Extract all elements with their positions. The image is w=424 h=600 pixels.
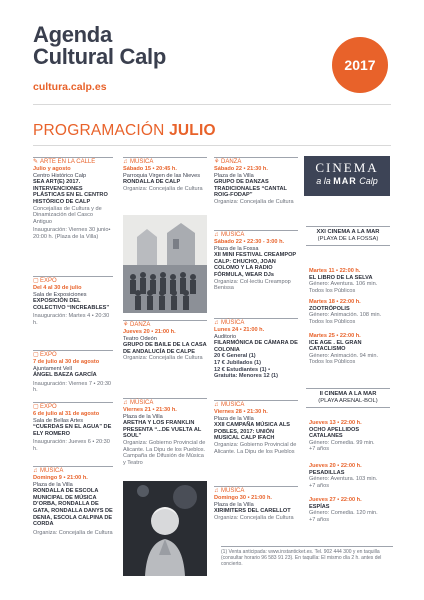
event-organizer: Organiza: Concejalía de Cultura (123, 355, 203, 362)
film-title: OCHO APELLIDOS CATALANES (309, 426, 360, 440)
music-icon: ♫ (214, 488, 219, 494)
event-title: “CUERDAS EN EL AGUA” DE ELY ROMERO (33, 424, 112, 437)
event-category: ▢EXPO (33, 276, 113, 285)
programacion-heading (33, 122, 216, 140)
event-extra: Inauguración: Viernes 7 • 20:30 h. (33, 380, 112, 394)
event-title: EXPOSICIÓN DEL COLECTIVO “INCREABLES” (33, 298, 110, 311)
cinema-logo-subtitle: a la MAR Calp (316, 176, 378, 186)
event-organizer: Organiza: Col·lectiu Creampop Benissa (214, 278, 291, 292)
event-category: ▢EXPO (33, 402, 113, 411)
website-link[interactable]: cultura.calp.es (33, 81, 107, 93)
cinema-logo (304, 156, 390, 196)
event-title: RONDALLA DE CALP (123, 179, 181, 186)
programacion-divider (33, 145, 391, 146)
event-category: ♫ MÚSICA (123, 157, 207, 166)
event-organizer: Organiza: Gobierno Provincial de Alicante. La Dipu de los Pueblos. Campaña de Difusión de Música y Teatro (123, 439, 206, 466)
film-genre: Género: Aventura. 103 min. (309, 476, 378, 483)
film-title: ESPÍAS (309, 503, 330, 510)
event-date: 6 de julio al 31 de agosto (33, 411, 100, 417)
event-place: Ajuntament Vell (33, 365, 72, 372)
event-category: ♫ MÚSICA (214, 486, 298, 495)
film-item (309, 420, 393, 453)
agenda-title (33, 24, 166, 68)
film-date: Martes 11 • 22:00 h. (309, 268, 361, 274)
event-title: ÁNGEL BAEZA GARCÍA (33, 372, 97, 379)
cinema-logo-title: CINEMA (315, 160, 379, 175)
section-subtitle: (PLAYA ARENAL-BOL) (306, 398, 390, 408)
event-creampop (214, 230, 298, 292)
film-item (309, 463, 393, 489)
event-category: ♫ MÚSICA (33, 466, 113, 475)
event-title: RONDALLA DE ESCOLA MUNICIPAL DE MÚSICA D’ORBA, RONDALLA DE GATA, RONDALLA DANYS DE DENIA, ESCOLA CALPINA DE CORDA (33, 488, 113, 528)
month-label: JULIO (169, 122, 216, 139)
event-category: ▢EXPO (33, 350, 113, 359)
event-title: SEA ART(E) 2017. INTERVENCIONES PLÁSTICAS EN EL CENTRO HISTÓRICO DE CALP (33, 179, 108, 205)
dance-icon: ⚘ (123, 322, 129, 328)
event-date: Julio y agosto (33, 166, 71, 172)
event-expo-romero (33, 402, 113, 453)
event-date: Sábado 22 • 22:30 - 3:00 h. (214, 239, 285, 245)
event-date: Domingo 9 • 21:00 h. (33, 475, 88, 481)
event-organizer: Organiza: Concejalía de Cultura (214, 514, 294, 521)
film-date: Jueves 20 • 22:00 h. (309, 463, 362, 469)
ticket-prices: 20 € General (1) 17 € Jubilados (1) 12 € Estudiantes (1) • Gratuita: Menores 12 (1) (214, 353, 279, 380)
ticket-footnote: (1) Venta anticipada: www.instanticket.es. Tel. 902 444 300 y en taquilla (consultar horario 96 583 91 23). En taquilla: El mismo día 2 h. antes del concierto. (221, 546, 393, 567)
music-icon: ♫ (214, 232, 219, 238)
event-date: Lunes 24 • 21:00 h. (214, 327, 265, 333)
event-organizer: Concejalías de Cultura y de Dinamización del Casco Antiguo (33, 205, 102, 225)
event-filarmonica (214, 318, 298, 380)
film-date: Martes 25 • 22:00 h. (309, 333, 361, 339)
event-danza-andalucia (123, 320, 207, 362)
event-date: Viernes 21 • 21:30 h. (123, 407, 177, 413)
event-extra: Inauguración: Viernes 30 junio• 20:00 h. (Plaza de la Villa) (33, 227, 111, 240)
event-category: ♫ MÚSICA (214, 230, 298, 239)
event-organizer: Organiza: Gobierno Provincial de Alicante. La Dipu de los Pueblos (214, 441, 297, 455)
film-audience: +7 años (309, 482, 330, 489)
film-item (309, 268, 393, 294)
event-place: Auditorio (214, 333, 237, 340)
event-place: Plaza de la Villa (33, 481, 73, 488)
event-category: ✎ ARTE EN LA CALLE (33, 157, 113, 166)
event-extra: Inauguración: Martes 4 • 20:30 h. (33, 313, 110, 326)
year-badge: 2017 (332, 37, 388, 93)
film-item (309, 333, 393, 366)
section-title: XXI CINEMA A LA MAR (306, 226, 390, 236)
rondalla-photo (123, 215, 207, 313)
event-rondalla-calp (123, 157, 207, 192)
event-place: Plaza de la Villa (123, 413, 163, 420)
event-date: Del 4 al 30 de julio (33, 285, 82, 291)
event-date: Sábado 15 • 20:45 h. (123, 166, 177, 172)
film-title: PESADILLAS (309, 469, 345, 476)
title-line-1: Agenda (33, 22, 112, 47)
film-audience: Todos los Públicos (309, 287, 356, 294)
event-expo-baeza (33, 350, 113, 394)
event-aretha (123, 398, 207, 466)
event-title: XIRIMITERS DEL CARELLOT (214, 508, 291, 515)
event-category: ♫ MÚSICA (214, 318, 298, 327)
event-place: Centro Histórico Calp (33, 172, 87, 179)
music-icon: ♫ (214, 402, 219, 408)
event-category: ⚘ DANZA (123, 320, 207, 329)
header-divider (33, 104, 391, 105)
event-organizer: Organiza: Concejalía de Cultura (214, 198, 294, 205)
event-category: ♫ MÚSICA (214, 400, 298, 409)
event-cantal-roig (214, 157, 298, 206)
event-title: GRUPO DE DANZAS TRADICIONALES “CANTAL ROIG-FODAP” (214, 179, 287, 199)
event-date: 7 de julio al 30 de agosto (33, 359, 100, 365)
event-title: FILARMÓNICA DE CÁMARA DE COLONIA (214, 340, 298, 353)
event-place: Plaza de la Villa (214, 501, 254, 508)
event-place: Teatro Odeón (123, 335, 157, 342)
event-date: Jueves 20 • 21:00 h. (123, 329, 176, 335)
film-item (309, 497, 393, 523)
event-title: XII MINI FESTIVAL CREAMPOP CALP: CHUCHO, JOAN COLOMO Y LA RADIO FÓRMULA, WEAR DJs (214, 252, 297, 278)
event-extra: Inauguración: Jueves 6 • 20:30 h. (33, 439, 110, 452)
film-date: Martes 18 • 22:00 h. (309, 299, 361, 305)
event-place: Plaza de la Fossa (214, 245, 259, 252)
event-union-musical (214, 400, 298, 455)
event-rondallas (33, 466, 113, 536)
film-audience: +7 años (309, 516, 330, 523)
frame-icon: ▢ (33, 404, 39, 410)
frame-icon: ▢ (33, 352, 39, 358)
section-title: II CINEMA A LA MAR (306, 388, 390, 398)
event-organizer: Organiza: Concejalía de Cultura (123, 185, 203, 192)
film-genre: Género: Animación. 108 min. (309, 312, 382, 319)
music-icon: ♫ (33, 468, 38, 474)
event-title: GRUPO DE BAILE DE LA CASA DE ANDALUCÍA DE CALPE (123, 342, 207, 355)
film-audience: Todos los Públicos (309, 359, 356, 366)
event-arte-calle (33, 157, 113, 241)
event-category: ♫ MÚSICA (123, 398, 207, 407)
event-title: XXII CAMPAÑA MÚSICA ALS POBLES, 2017: UNIÓN MUSICAL CALP IFACH (214, 422, 291, 442)
frame-icon: ▢ (33, 278, 39, 284)
title-line-2: Cultural Calp (33, 44, 166, 69)
film-item (309, 299, 393, 325)
event-title: ARETHA Y LOS FRANKLIN PRESENTA “...DE VUELTA AL SOUL” (123, 420, 202, 440)
film-title: ICE AGE . EL GRAN CATACLISMO (309, 339, 362, 353)
event-category: ⚘ DANZA (214, 157, 298, 166)
film-audience: Todos los Públicos (309, 318, 356, 325)
programacion-label: PROGRAMACIÓN (33, 122, 165, 139)
section-subtitle: (PLAYA DE LA FOSSA) (306, 236, 390, 246)
event-date: Sábado 22 • 21:30 h. (214, 166, 268, 172)
event-place: Plaza de la Villa (214, 172, 254, 179)
event-place: Sala de Bellas Artes (33, 417, 84, 424)
event-place: Parroquia Virgen de las Nieves (123, 172, 201, 179)
film-title: EL LIBRO DE LA SELVA (309, 274, 373, 281)
singer-photo (123, 481, 207, 576)
brush-icon: ✎ (33, 159, 39, 165)
event-place: Plaza de la Villa (214, 415, 254, 422)
music-icon: ♫ (123, 159, 128, 165)
film-date: Jueves 27 • 22:00 h. (309, 497, 362, 503)
event-expo-increables (33, 276, 113, 327)
film-date: Jueves 13 • 22:00 h. (309, 420, 362, 426)
event-place: Sala de Exposiciones (33, 291, 87, 298)
film-genre: Género: Aventura. 106 min. (309, 281, 378, 288)
event-organizer: Organiza: Concejalía de Cultura (33, 529, 113, 536)
event-date: Domingo 30 • 21:00 h. (214, 495, 272, 501)
music-icon: ♫ (214, 320, 219, 326)
music-icon: ♫ (123, 400, 128, 406)
event-date: Viernes 28 • 21:30 h. (214, 409, 268, 415)
event-xirimiters (214, 486, 298, 521)
film-genre: Género: Comedia. 120 min. (309, 510, 378, 517)
cinema-section-2-heading (306, 388, 390, 408)
film-audience: +7 años (309, 446, 330, 453)
film-title: ZOOTRÓPOLIS (309, 305, 350, 312)
dance-icon: ⚘ (214, 159, 220, 165)
film-genre: Género: Animación. 94 min. (309, 352, 379, 359)
cinema-section-1-heading (306, 226, 390, 246)
film-genre: Género: Comedia. 99 min. (309, 439, 375, 446)
